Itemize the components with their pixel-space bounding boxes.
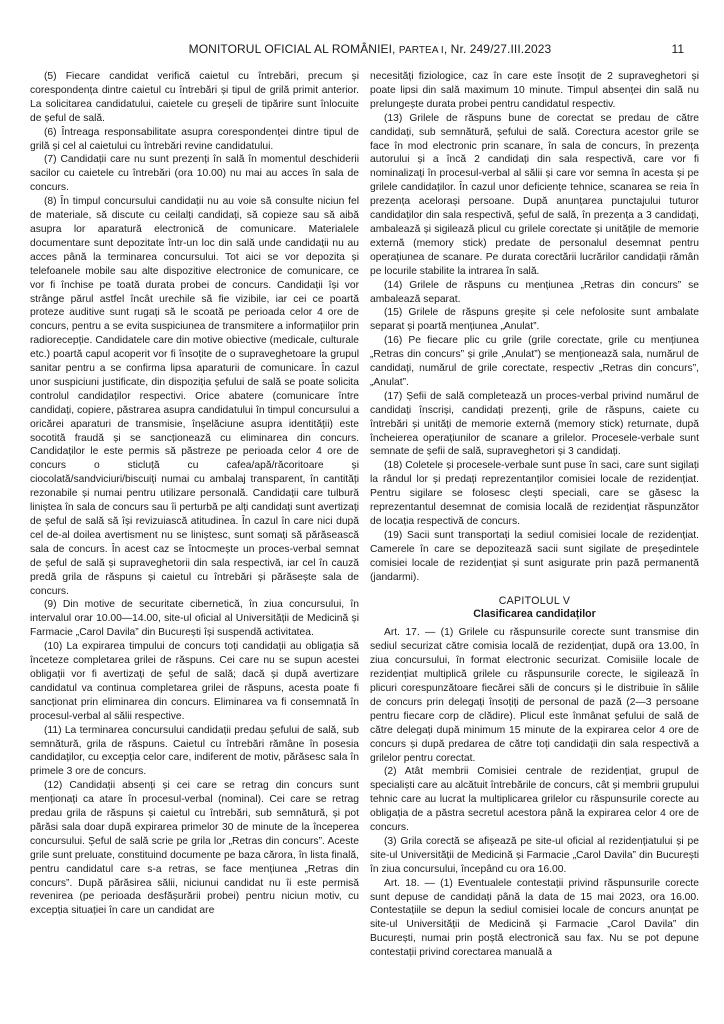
paragraph-continued: necesități fiziologice, caz în care este însoțit de 2 supraveghetori și poate lipsi din sală maximum 10 minute. Timpul absenței din sală nu prelungește durata probei pentru candidatul respectiv. — [370, 71, 699, 110]
paragraph: (10) La expirarea timpului de concurs toți candidații au obligația să înceteze completarea grilei de răspuns. Cei care nu se supun acestei obligații vor fi avertizați de șeful de sală; dacă și după avertizare candidatul va continua completarea grilei de răspuns, acesta poate fi sancționat prin eliminarea din concurs. Eliminarea va fi consemnată în procesul-verbal al sălii respective. — [30, 641, 359, 722]
paragraph: (19) Sacii sunt transportați la sediul comisiei locale de rezidențiat. Camerele în care se depozitează sacii sunt sigilate de președintele comisiei locale de rezidențiat și sunt asigurate prin pază permanentă (jandarmi). — [370, 529, 699, 583]
paragraph: (16) Pe fiecare plic cu grile (grile corectate, grile cu mențiunea „Retras din concurs” și grile „Anulat”) se menționează sala, numărul de candidați, numărul de grile corectate, respectiv „Retras din concurs”, „Anulat”. — [370, 335, 699, 388]
title-part: PARTEA I — [398, 45, 444, 56]
paragraph: (12) Candidații absenți și cei care se retrag din concurs sunt menționați ca atare în procesul-verbal (nominal). Cei care se retrag predau grila de răspuns și caietul cu întrebări, sub semnătură, și pot părăsi sala doar după expirarea primelor 30 de minute de la începerea concursului. Șeful de sală scrie pe grila lor „Retras din concurs”. Aceste grile sunt preluate, constituind documente pe baza cărora, în lista finală, pentru candidatul care s-a retras, se face mențiunea „Retras din concurs”. După părăsirea sălii, niciunui candidat nu îi este permisă revenirea (pe perioada desfășurării probei) pentru niciun motiv, cu excepția situației în care un candidat are — [30, 780, 359, 917]
title-rest: , Nr. 249/27.III.2023 — [443, 42, 552, 56]
paragraph: Art. 17. — (1) Grilele cu răspunsurile corecte sunt transmise din sediul securizat către comisia locală de rezidențiat, după ora 13.00, în ziua concursului, în format electronic securizat. Comisiile locale de rezidențiat multiplică grilele cu răspunsurile corecte, le sigilează în plicuri corespunzătoare fiecărei săli de concurs și le distribuie în sălile de concurs prin delegați însoțiți de personal de pază (2—3 persoane pentru fiecare corp de clădire). Plicul este înmânat șefului de sală de către delegați după minimum 15 minute de la expirarea celor 4 ore de concurs și după predarea de către toți candidații din sala respectivă a grilelor pentru corectat. — [370, 627, 699, 764]
paragraph: (6) Întreaga responsabilitate asupra corespondenței dintre tipul de grilă și cel al caietului cu întrebări revine candidatului. — [30, 126, 359, 152]
page-header — [30, 42, 694, 62]
paragraph: (15) Grilele de răspuns greșite și cele nefolosite sunt ambalate separat și poartă mențiunea „Anulat”. — [370, 307, 699, 333]
paragraph: Art. 18. — (1) Eventualele contestații privind răspunsurile corecte sunt depuse de candidați până la data de 15 mai 2023, ora 16.00. Contestațiile se depun la sediul comisiei locale de concurs anunțat pe site-ul Universității de Medicină și Farmacie „Carol Davila” din București, numai prin poștă electronică sau fax. Nu se pot depune contestații privind corectarea manuală a — [370, 877, 699, 959]
chapter-title: Clasificarea candidaților — [473, 608, 596, 621]
title-main: MONITORUL OFICIAL AL ROMÂNIEI, — [188, 42, 399, 56]
right-column — [370, 70, 699, 1014]
paragraph: (17) Șefii de sală completează un proces-verbal privind numărul de candidați înscriși, candidați prezenți, grile de răspuns, caiete cu întrebări și unități de memorie externă (memory stick) returnate, după încheierea operațiunilor de scanare a grilelor. Procesele-verbale sunt semnate de șefii de sală, supraveghetori și 3 candidați. — [370, 390, 699, 458]
paragraph: (14) Grilele de răspuns cu mențiunea „Retras din concurs” se ambalează separat. — [370, 279, 699, 305]
paragraph: (7) Candidații care nu sunt prezenți în sală în momentul deschiderii sacilor cu caietele cu întrebări (ora 10.00) nu mai au acces în sala de concurs. — [30, 154, 359, 194]
paragraph: (5) Fiecare candidat verifică caietul cu întrebări, precum și corespondența dintre caietul cu întrebări și tipul de grilă primit anterior. La solicitarea candidatului, caietele cu greșeli de tipărire sunt înlocuite de șeful de sală. — [30, 71, 359, 124]
paragraph: (2) Atât membrii Comisiei centrale de rezidențiat, grupul de specialiști care au alcătuit întrebările de concurs, cât și membrii grupului tehnic care au lucrat la multiplicarea grilelor cu răspunsurile corecte au obligația de a păstra secretul acestora până la expirarea celor 4 ore de concurs. — [370, 766, 699, 834]
chapter-number: CAPITOLUL V — [498, 594, 571, 607]
paragraph: (9) Din motive de securitate cibernetică, în ziua concursului, în intervalul orar 10.00—14.00, site-ul oficial al Universității de Medicină și Farmacie „Carol Davila” din București își suspendă activitatea. — [30, 599, 359, 639]
publication-title — [140, 42, 600, 56]
paragraph: (3) Grila corectă se afișează pe site-ul oficial al rezidențiatului și pe site-ul Universității de Medicină și Farmacie „Carol Davila” din București în ziua concursului, începând cu ora 16.00. — [370, 835, 699, 875]
paragraph: (13) Grilele de răspuns bune de corectat se predau de către candidați, sub semnătură, șefului de sală. Corectura acestor grile se face în mod electronic prin scanare, în sala de concurs, în prezența autorului și a încă 2 candidați din sala respectivă, care vor fi nominalizați în procesul-verbal al sălii și care vor semna în acesta și pe grilele candidaților. În cazul unor deficiențe tehnice, scanarea se reia în prezența acelorași persoane. După anunțarea punctajului tuturor candidaților din sala respectivă, șeful de sală, în prezența a 3 candidați, ambalează și sigilează plicul cu grilele corectate și unitățile de memorie externă (memory stick) predate de personalul desemnat pentru operațiunea de scanare. Pe durata corectării lucrărilor candidații rămân pe locurile stabilite la intrarea în sală. — [370, 112, 699, 277]
paragraph: (11) La terminarea concursului candidații predau șefului de sală, sub semnătură, grila de răspuns. Caietul cu întrebări rămâne în posesia candidaților, cu excepția celor care, indiferent de motiv, părăsesc sala în primele 3 ore de concurs. — [30, 724, 359, 778]
page-number: 11 — [671, 42, 684, 56]
paragraph: (18) Coletele și procesele-verbale sunt puse în saci, care sunt sigilați la rândul lor și predați reprezentanților comisiei locale de rezidențiat. Pentru sigilare se folosesc clești speciali, care se găsesc la reprezentantul desemnat de comisia locală de rezidențiat răspunzător de locația respectivă de concurs. — [370, 460, 699, 527]
left-column — [30, 70, 359, 1014]
paragraph: (8) În timpul concursului candidații nu au voie să consulte niciun fel de materiale, să discute cu ceilalți candidați, să copieze sau să aibă asupra lor aparatură electronică de comunicare. Materialele documentare sunt depozitate într-un loc din sală unde candidații nu au acces până la terminarea concursului. Tot aici se vor depozita și telefoanele mobile sau alte dispozitive electronice de comunicare, ce vor fi închise pe toată durata probei de concurs. Candidații își vor strânge părul astfel încât urechile să fie vizibile, iar cei ce poartă proteze auditive sunt rugați să le scoată pe perioada celor 4 ore de concurs, pentru a se evita suspiciunea de transmitere a informațiilor prin radiorecepție. Candidatele care din motive obiective (medicale, culturale etc.) poartă capul acoperit vor fi însoțite de o supraveghetoare la grupul sanitar pentru a se confirma lipsa aparaturii de comunicare. În cazul unor suspiciuni justificate, din dispoziția șefului de sală se poate solicita controlul candidaților respectivi. Orice abatere (comunicare între candidați, copiere, păstrarea asupra candidatului în timpul concursului a oricărei aparaturi de transmisie, înșelăciune asupra identității) este socotită fraudă și se sancționează cu eliminarea din concurs. Candidaților le este permis să păstreze pe perioada celor 4 ore de concurs o sticluță cu cafea/apă/răcoritoare și ciocolată/sandviciuri/biscuiți numai cu ambalaj transparent, în cantități rezonabile și numai pentru utilizare personală. Candidații care tulbură liniștea în sala de concurs sau îi perturbă pe alți candidați sunt avertizați de șeful de sală să își revizuiască atitudinea. În cazul în care nici după cel de-al doilea avertisment nu se liniștesc, sunt somați să părăsească sala de concurs. În acest caz se întocmește un proces-verbal semnat de șeful de sală și supraveghetorii din sala respectivă, iar cel în cauză predă grila de răspuns și caietul cu întrebări și părăsește sala de concurs. — [30, 196, 359, 597]
